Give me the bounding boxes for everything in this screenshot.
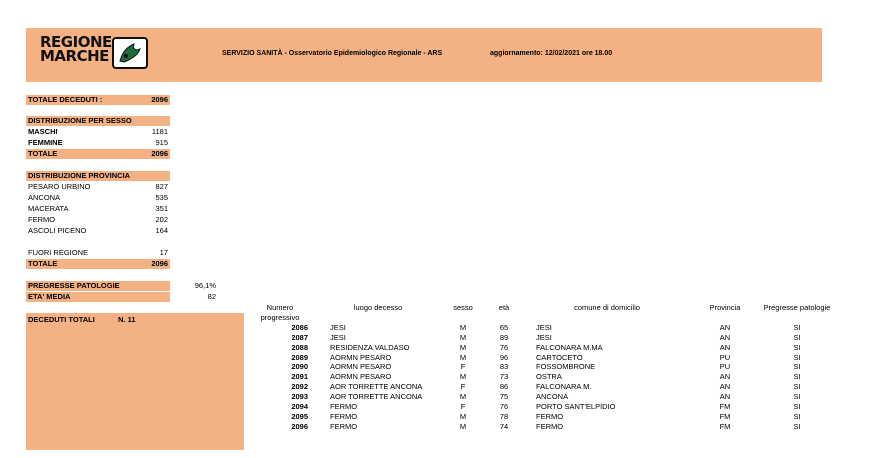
province-row xyxy=(26,193,170,203)
deaths-table xyxy=(246,303,834,432)
province-row xyxy=(26,215,170,225)
cell-town: FALCONARA M. xyxy=(536,382,592,392)
province-value: 164 xyxy=(155,226,168,235)
cell-conditions: SI xyxy=(793,372,801,382)
mean-age-value: 82 xyxy=(207,292,216,301)
cell-place: RESIDENZA VALDASO xyxy=(330,342,410,352)
cell-town: ANCONA xyxy=(536,392,569,402)
cell-place: AOR TORRETTE ANCONA xyxy=(330,392,423,402)
sex-label: FEMMINE xyxy=(28,138,63,147)
sex-value: 915 xyxy=(155,138,168,147)
regione-marche-emblem-icon xyxy=(112,37,148,69)
cell-sex: M xyxy=(459,352,467,362)
table-row xyxy=(246,382,834,392)
cell-number: 2094 xyxy=(291,402,308,412)
cell-sex: M xyxy=(459,372,467,382)
cell-conditions: SI xyxy=(793,352,801,362)
cell-province: FM xyxy=(719,421,731,431)
region-logo xyxy=(40,35,112,63)
cell-age: 75 xyxy=(499,392,509,402)
cell-sex: M xyxy=(459,332,467,342)
table-row xyxy=(246,412,834,422)
total-deaths-label: TOTALE DECEDUTI : xyxy=(28,95,103,104)
prior-conditions-row xyxy=(26,281,170,291)
deaths-total-label: DECEDUTI TOTALI xyxy=(28,315,95,324)
cell-province: AN xyxy=(719,382,731,392)
cell-town: OSTRA xyxy=(536,372,562,382)
cell-place: AOR TORRETTE ANCONA xyxy=(330,382,423,392)
cell-age: 76 xyxy=(499,402,509,412)
cell-town: PORTO SANT'ELPIDIO xyxy=(536,402,616,412)
province-row xyxy=(26,204,170,214)
province-value: 535 xyxy=(155,193,168,202)
sex-title-text: DISTRIBUZIONE PER SESSO xyxy=(28,116,132,125)
col-header-conditions: Pregresse patologie xyxy=(763,303,831,312)
province-value: 351 xyxy=(155,204,168,213)
sex-total-value: 2096 xyxy=(151,149,168,158)
cell-town: JESI xyxy=(536,332,552,342)
cell-number: 2089 xyxy=(291,352,308,362)
cell-town: FOSSOMBRONE xyxy=(536,362,596,372)
province-total-value: 2096 xyxy=(151,259,168,268)
province-title-text: DISTRIBUZIONE PROVINCIA xyxy=(28,171,131,180)
cell-number: 2091 xyxy=(291,372,308,382)
col-header-number xyxy=(246,303,314,323)
cell-place: AORMN PESARO xyxy=(330,362,392,372)
province-label: MACERATA xyxy=(28,204,69,213)
col-header-province: Provincia xyxy=(709,303,741,312)
table-row xyxy=(246,422,834,432)
cell-age: 76 xyxy=(499,342,509,352)
table-row xyxy=(246,372,834,382)
cell-conditions: SI xyxy=(793,342,801,352)
cell-province: PU xyxy=(719,362,731,372)
total-deaths-row xyxy=(26,95,170,105)
service-title: SERVIZIO SANITÀ - Osservatorio Epidemiologico Regionale - ARS xyxy=(222,50,443,57)
cell-conditions: SI xyxy=(793,402,801,412)
cell-number: 2086 xyxy=(291,322,308,332)
cell-sex: F xyxy=(460,402,466,412)
table-row xyxy=(246,323,834,333)
cell-conditions: SI xyxy=(793,392,801,402)
cell-province: AN xyxy=(719,332,731,342)
cell-conditions: SI xyxy=(793,332,801,342)
logo-line-1: REGIONE xyxy=(40,33,112,51)
cell-number: 2096 xyxy=(291,421,308,431)
cell-age: 83 xyxy=(499,362,509,372)
table-row xyxy=(246,362,834,372)
update-timestamp: aggiornamento: 12/02/2021 ore 18.00 xyxy=(490,50,613,57)
cell-province: PU xyxy=(719,352,731,362)
cell-province: FM xyxy=(719,402,731,412)
cell-conditions: SI xyxy=(793,382,801,392)
cell-age: 73 xyxy=(499,372,509,382)
outside-region-row xyxy=(26,248,170,258)
cell-sex: M xyxy=(459,411,467,421)
cell-age: 86 xyxy=(499,382,509,392)
cell-province: AN xyxy=(719,372,731,382)
sex-row-female xyxy=(26,138,170,148)
cell-province: FM xyxy=(719,411,731,421)
cell-place: JESI xyxy=(330,332,346,342)
logo-line-2: MARCHE xyxy=(40,47,109,65)
cell-number: 2095 xyxy=(291,411,308,421)
cell-town: FERMO xyxy=(536,411,564,421)
prior-conditions-value: 96,1% xyxy=(194,281,216,290)
cell-town: FALCONARA M.MA xyxy=(536,342,603,352)
outside-region-value: 17 xyxy=(159,248,168,257)
mean-age-row xyxy=(26,292,170,302)
sex-total-label: TOTALE xyxy=(28,149,58,158)
col-header-number-line2: progressivo xyxy=(260,312,300,322)
cell-place: JESI xyxy=(330,322,346,332)
sex-total-row xyxy=(26,149,170,159)
cell-place: FERMO xyxy=(330,411,358,421)
cell-province: AN xyxy=(719,322,731,332)
province-section-title xyxy=(26,171,170,181)
table-row xyxy=(246,343,834,353)
province-label: FERMO xyxy=(28,215,56,224)
table-row xyxy=(246,353,834,363)
prior-conditions-label: PREGRESSE PATOLOGIE xyxy=(28,281,120,290)
cell-number: 2093 xyxy=(291,392,308,402)
cell-sex: M xyxy=(459,392,467,402)
cell-number: 2087 xyxy=(291,332,308,342)
cell-age: 65 xyxy=(499,322,509,332)
cell-sex: M xyxy=(459,322,467,332)
cell-age: 74 xyxy=(499,421,509,431)
col-header-age: età xyxy=(498,303,510,312)
sex-value: 1181 xyxy=(151,127,168,136)
cell-sex: F xyxy=(460,382,466,392)
cell-sex: F xyxy=(460,362,466,372)
col-header-town: comune di domicilio xyxy=(574,303,640,312)
province-total-label: TOTALE xyxy=(28,259,58,268)
province-row xyxy=(26,226,170,236)
deaths-total-count: N. 11 xyxy=(118,315,136,324)
table-header-row xyxy=(246,303,834,323)
cell-age: 89 xyxy=(499,332,509,342)
cell-number: 2090 xyxy=(291,362,308,372)
cell-province: AN xyxy=(719,342,731,352)
cell-place: AORMN PESARO xyxy=(330,372,392,382)
province-row xyxy=(26,182,170,192)
province-label: PESARO URBINO xyxy=(28,182,91,191)
cell-province: AN xyxy=(719,392,731,402)
table-row xyxy=(246,333,834,343)
table-row xyxy=(246,392,834,402)
cell-place: AORMN PESARO xyxy=(330,352,392,362)
province-total-row xyxy=(26,259,170,269)
sex-section-title xyxy=(26,116,170,126)
province-value: 202 xyxy=(155,215,168,224)
col-header-place: luogo decesso xyxy=(353,303,403,312)
cell-sex: M xyxy=(459,421,467,431)
sex-row-male xyxy=(26,127,170,137)
cell-conditions: SI xyxy=(793,411,801,421)
mean-age-label: ETA' MEDIA xyxy=(28,292,71,301)
cell-number: 2092 xyxy=(291,382,308,392)
cell-place: FERMO xyxy=(330,421,358,431)
cell-place: FERMO xyxy=(330,402,358,412)
deaths-total-panel xyxy=(26,313,244,450)
cell-conditions: SI xyxy=(793,362,801,372)
province-label: ASCOLI PICENO xyxy=(28,226,87,235)
province-value: 827 xyxy=(155,182,168,191)
cell-town: JESI xyxy=(536,322,552,332)
cell-number: 2088 xyxy=(291,342,308,352)
cell-town: FERMO xyxy=(536,421,564,431)
cell-sex: M xyxy=(459,342,467,352)
cell-town: CARTOCETO xyxy=(536,352,583,362)
outside-region-label: FUORI REGIONE xyxy=(28,248,89,257)
col-header-number-line1: Numero xyxy=(266,303,294,312)
table-row xyxy=(246,402,834,412)
col-header-sex: sesso xyxy=(453,303,473,312)
total-deaths-value: 2096 xyxy=(151,95,168,104)
cell-conditions: SI xyxy=(793,322,801,332)
cell-age: 96 xyxy=(499,352,509,362)
cell-conditions: SI xyxy=(793,421,801,431)
province-label: ANCONA xyxy=(28,193,61,202)
cell-age: 78 xyxy=(499,411,509,421)
sex-label: MASCHI xyxy=(28,127,58,136)
